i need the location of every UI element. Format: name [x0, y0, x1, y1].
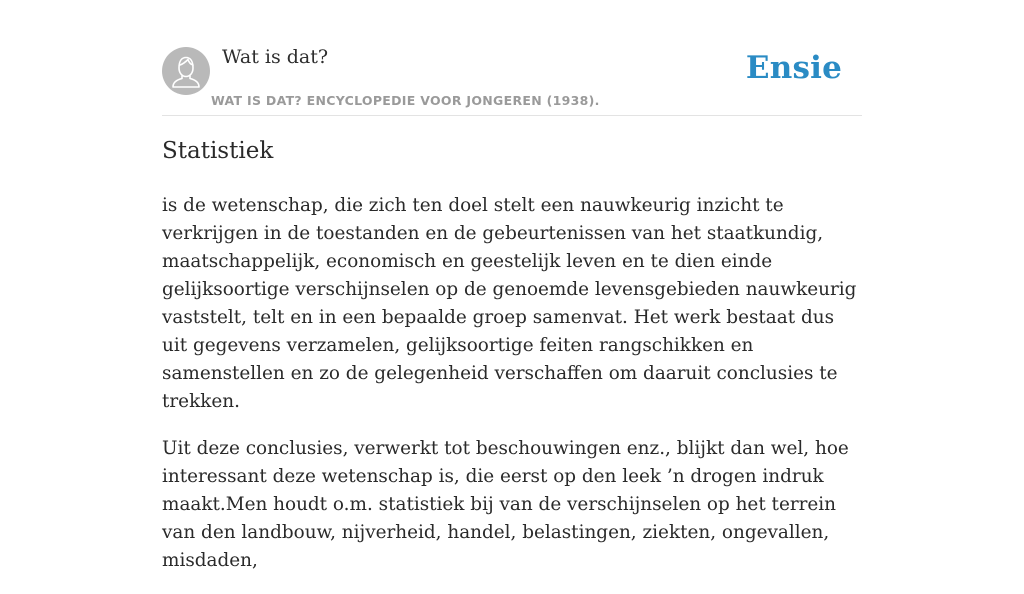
ensie-logo[interactable]: Ensie	[745, 50, 842, 86]
page	[162, 0, 862, 571]
entry-paragraph: Uit deze conclusies, verwerkt tot beschouwingen enz., blijkt dan wel, hoe interessant deze wetenschap is, die eerst op den leek ’n drogen indruk maakt.Men houdt o.m. statistiek bij van de verschijnselen op het terrein van den landbouw, nijverheid, handel, belastingen, ziekten, ongevallen, misdaden,	[162, 438, 849, 571]
entry-title: Statistiek	[162, 138, 274, 164]
user-avatar-icon	[162, 47, 210, 95]
source-header	[162, 0, 862, 116]
entry-body	[162, 192, 862, 594]
entry-paragraph: is de wetenschap, die zich ten doel stelt een nauwkeurig inzicht te verkrijgen in de toestanden en de gebeurtenissen van het staatkundig, maatschappelijk, economisch en geestelijk leven en te dien einde gelijksoortige verschijnselen op de genoemde levensgebieden nauwkeurig vaststelt, telt en in een bepaalde groep samenvat. Het werk bestaat dus uit gegevens verzamelen, gelijksoortige feiten rangschikken en samenstellen en zo de gelegenheid verschaffen om daaruit conclusies te trekken.	[162, 195, 857, 412]
source-subtitle[interactable]: WAT IS DAT? ENCYCLOPEDIE VOOR JONGEREN (1938).	[211, 93, 600, 108]
source-title[interactable]: Wat is dat?	[222, 46, 329, 68]
